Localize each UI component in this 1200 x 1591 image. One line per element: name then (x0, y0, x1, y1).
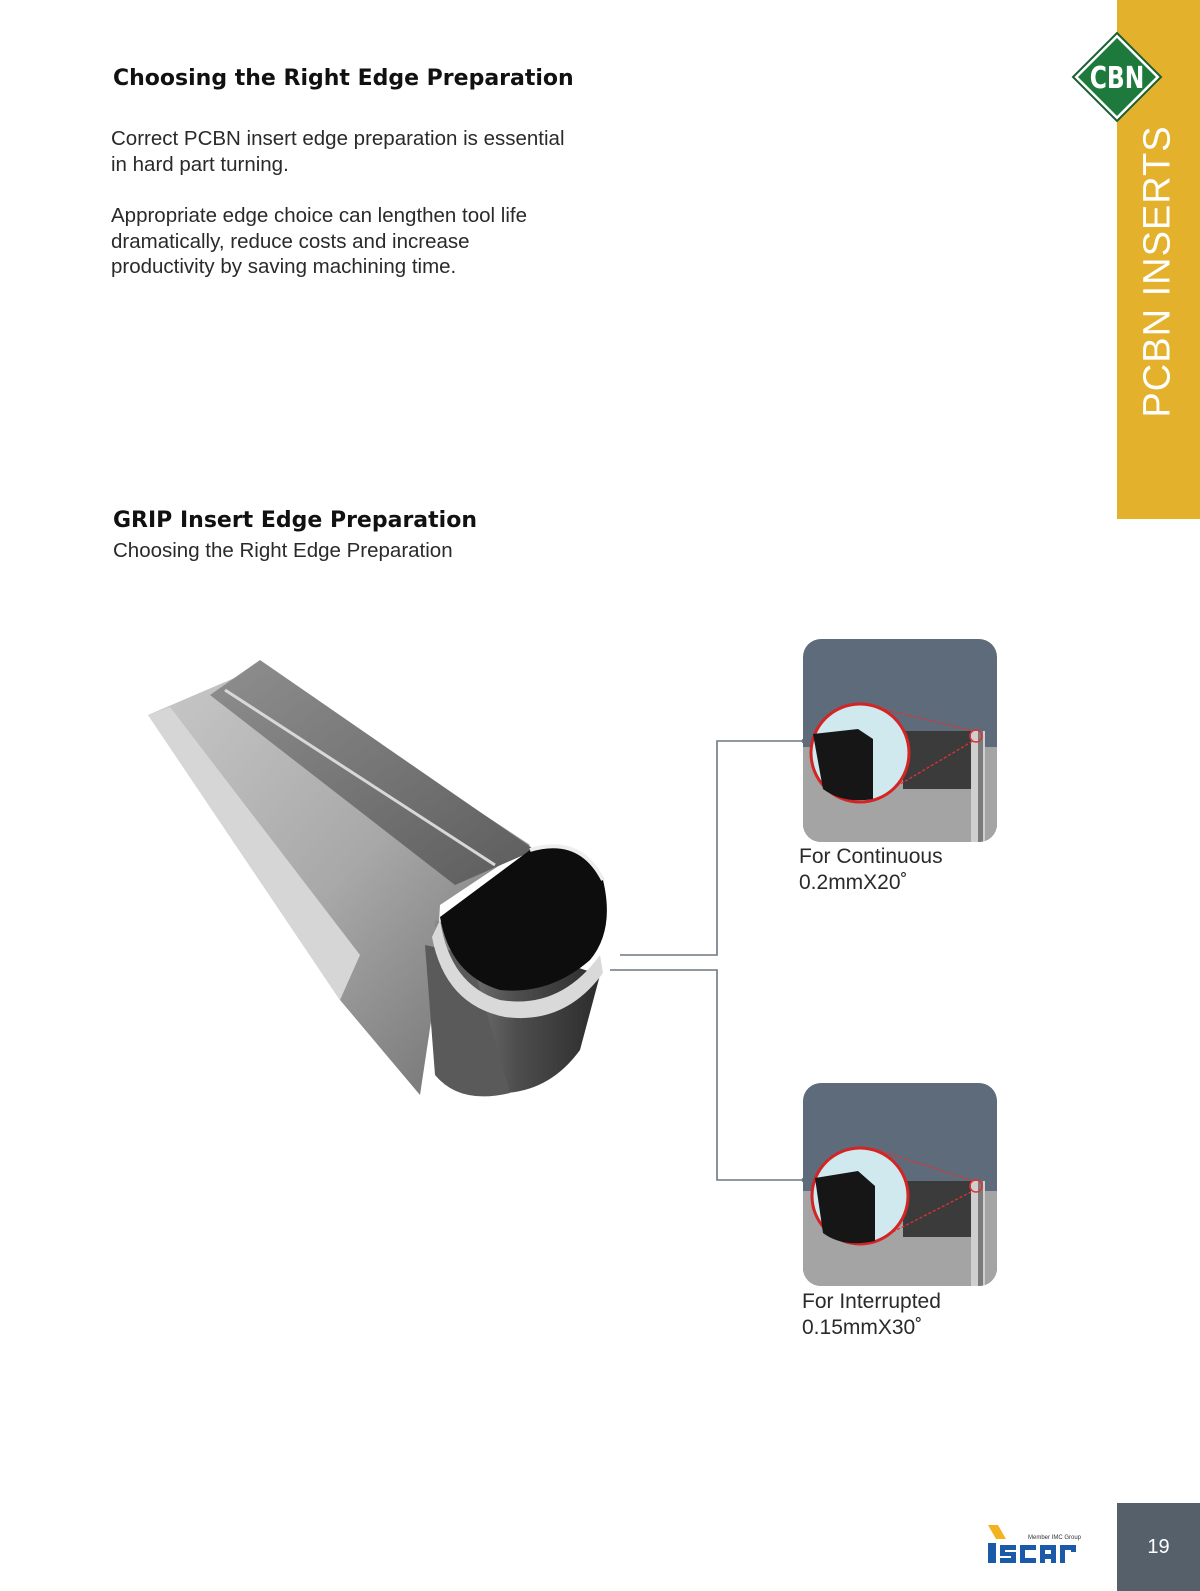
caption-continuous-line2: 0.2mmX20˚ (799, 871, 908, 894)
section-subheading-grip: Choosing the Right Edge Preparation (113, 539, 453, 562)
edge-detail-interrupted-image (803, 1083, 997, 1286)
intro-paragraph-2: Appropriate edge choice can lengthen tool life dramatically, reduce costs and increase productivity by saving machining time. (111, 204, 527, 278)
page-number: 19 (1147, 1535, 1170, 1558)
edge-detail-continuous-image (803, 639, 997, 842)
caption-continuous (799, 844, 943, 896)
section-heading-edge-prep: Choosing the Right Edge Preparation (113, 66, 574, 91)
caption-interrupted-line2: 0.15mmX30˚ (802, 1316, 923, 1339)
caption-continuous-line1: For Continuous (799, 845, 943, 868)
side-tab-text: PCBN INSERTS (1137, 125, 1180, 418)
cbn-badge-icon (1071, 31, 1163, 123)
callout-connectors (600, 720, 820, 1200)
section-heading-grip: GRIP Insert Edge Preparation (113, 508, 477, 533)
caption-interrupted-line1: For Interrupted (802, 1290, 941, 1313)
caption-interrupted (802, 1289, 941, 1341)
cbn-badge-text: CBN (1089, 61, 1145, 96)
grip-insert-image (110, 655, 630, 1110)
intro-paragraph-1: Correct PCBN insert edge preparation is essential in hard part turning. (111, 127, 565, 176)
iscar-logo-tagline: Member IMC Group (1028, 1535, 1082, 1541)
iscar-logo (988, 1525, 1088, 1569)
